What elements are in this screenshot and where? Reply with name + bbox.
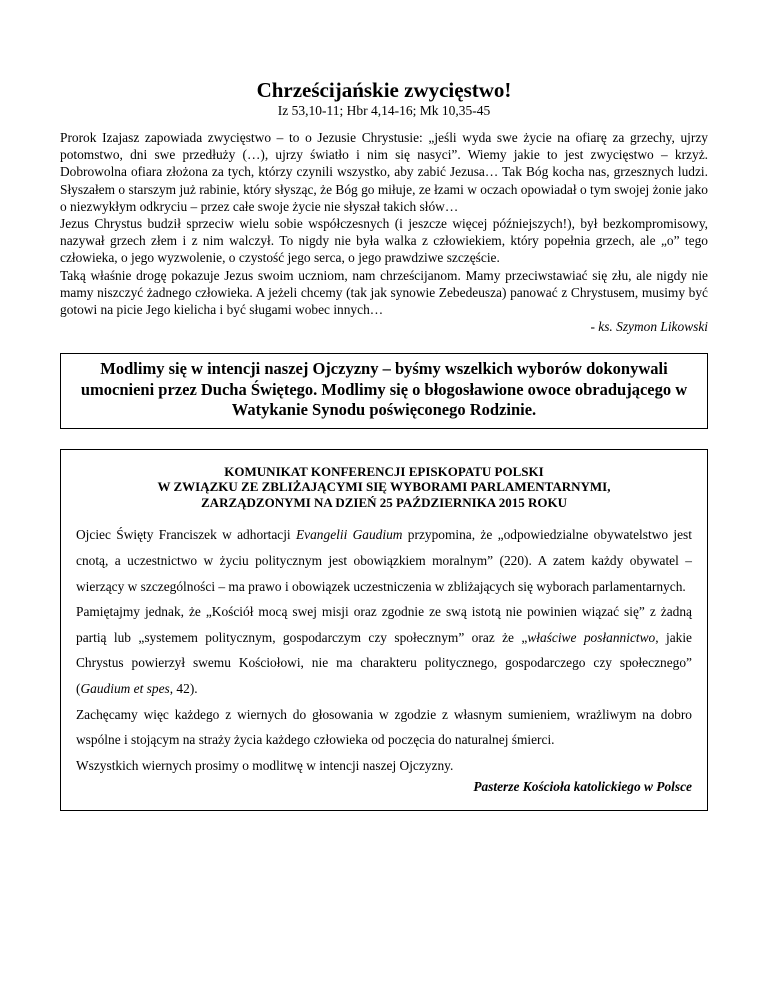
document-title-italic: Evangelii Gaudium: [295, 527, 403, 543]
page: [60, 70, 708, 811]
homily-paragraph-2: Jezus Chrystus budził sprzeciw wielu sobie współczesnych (i jeszcze więcej późniejszych!), był bezkompromisowy, nazywał grzech złem i z nim walczył. To nigdy nie była walka z człowiekiem, który popełnia grzech, ale „o” tego człowieka, o jego wyzwolenie, o czystość jego serca, o jego prawdziwe szczęście.: [60, 216, 708, 266]
text-run: Pamiętajmy jednak, że „Kościół mocą swej misji oraz zgodnie ze swą istotą nie powinien wiązać się” z żadną partią lub „systemem politycznym, gospodarczym czy społecznym” oraz że „: [76, 604, 692, 645]
homily-signature: - ks. Szymon Likowski: [590, 319, 708, 335]
homily-paragraph-3: Taką właśnie drogę pokazuje Jezus swoim uczniom, nam chrześcijanom. Mamy przeciwstawiać się złu, ale nigdy nie mamy niszczyć żadnego człowieka. A jeżeli chcemy (tak jak synowie Zebedeusza) panować z Chrystusem, musimy być gotowi na picie Jego kielicha i być sługami wobec innych…: [60, 267, 708, 318]
episcopate-communique-box: [60, 449, 708, 811]
communique-heading-line-2: W ZWIĄZKU ZE ZBLIŻAJĄCYMI SIĘ WYBORAMI PARLAMENTARNYMI,: [157, 479, 611, 495]
prayer-intention-text: Modlimy się w intencji naszej Ojczyzny – byśmy wszelkich wyborów dokonywali umocnieni przez Ducha Świętego. Modlimy się o błogosławione owoce obradującego w Watykanie Synodu poświęconego Rodzinie.: [80, 359, 688, 420]
page-title: Chrześcijańskie zwycięstwo!: [256, 78, 512, 102]
communique-paragraph-2: [76, 599, 692, 701]
communique-paragraph-4: Wszystkich wiernych prosimy o modlitwę w intencji naszej Ojczyzny.: [76, 757, 454, 773]
homily-section: [60, 129, 708, 335]
communique-heading-line-3: ZARZĄDZONYMI NA DZIEŃ 25 PAŹDZIERNIKA 2015 ROKU: [201, 494, 567, 510]
prayer-intention-box: [60, 353, 708, 429]
communique-signature: Pasterze Kościoła katolickiego w Polsce: [473, 779, 692, 795]
document-title-italic: Gaudium et spes: [80, 681, 170, 696]
communique-paragraph-1: [76, 522, 692, 599]
communique-heading: [76, 464, 692, 511]
text-run: , jakie Chrystus powierzył swemu Kościołowi, nie ma charakteru politycznego, gospodarczego czy społecznego” (: [76, 629, 692, 696]
scripture-references: Iz 53,10-11; Hbr 4,14-16; Mk 10,35-45: [277, 103, 491, 118]
communique-heading-line-1: KOMUNIKAT KONFERENCJI EPISKOPATU POLSKI: [224, 463, 544, 479]
text-run: , 42).: [169, 681, 198, 696]
emphasis-italic: właściwe posłannictwo: [527, 629, 656, 645]
homily-paragraph-1: Prorok Izajasz zapowiada zwycięstwo – to o Jezusie Chrystusie: „jeśli wyda swe życie na ofiarę za grzechy, ujrzy potomstwo, dni swe przedłuży (…), ujrzy światło i nim się nasyci”. Wiemy jakie to jest zwycięstwo – krzyż. Dobrowolna ofiara złożona za tych, którzy czynili wszystko, aby zabić Jezusa… Tak Bóg kocha nas, grzesznych ludzi. Słyszałem o starszym już rabinie, który słysząc, że Bóg go miłuje, ze łzami w oczach opowiadał o tym swojej żonie jako o niezwykłym odkryciu – przez całe swoje życie nie słyszał takich słów…: [60, 130, 708, 214]
text-run: Ojciec Święty Franciszek w adhortacji: [76, 527, 296, 543]
communique-paragraph-3: Zachęcamy więc każdego z wiernych do głosowania w zgodzie z własnym sumieniem, wrażliwym na dobro wspólne i stojącym na straży życia każdego człowieka od poczęcia do naturalnej śmierci.: [76, 706, 692, 748]
text-run: przypomina, że „odpowiedzialne obywatelstwo jest cnotą, a uczestnictwo w życiu politycznym jest obowiązkiem moralnym” (220). A zatem każdy obywatel – wierzący w szczególności – ma prawo i obowiązek uczestniczenia w zbliżających się wyborach parlamentarnych.: [76, 527, 692, 594]
communique-body: [76, 522, 692, 796]
